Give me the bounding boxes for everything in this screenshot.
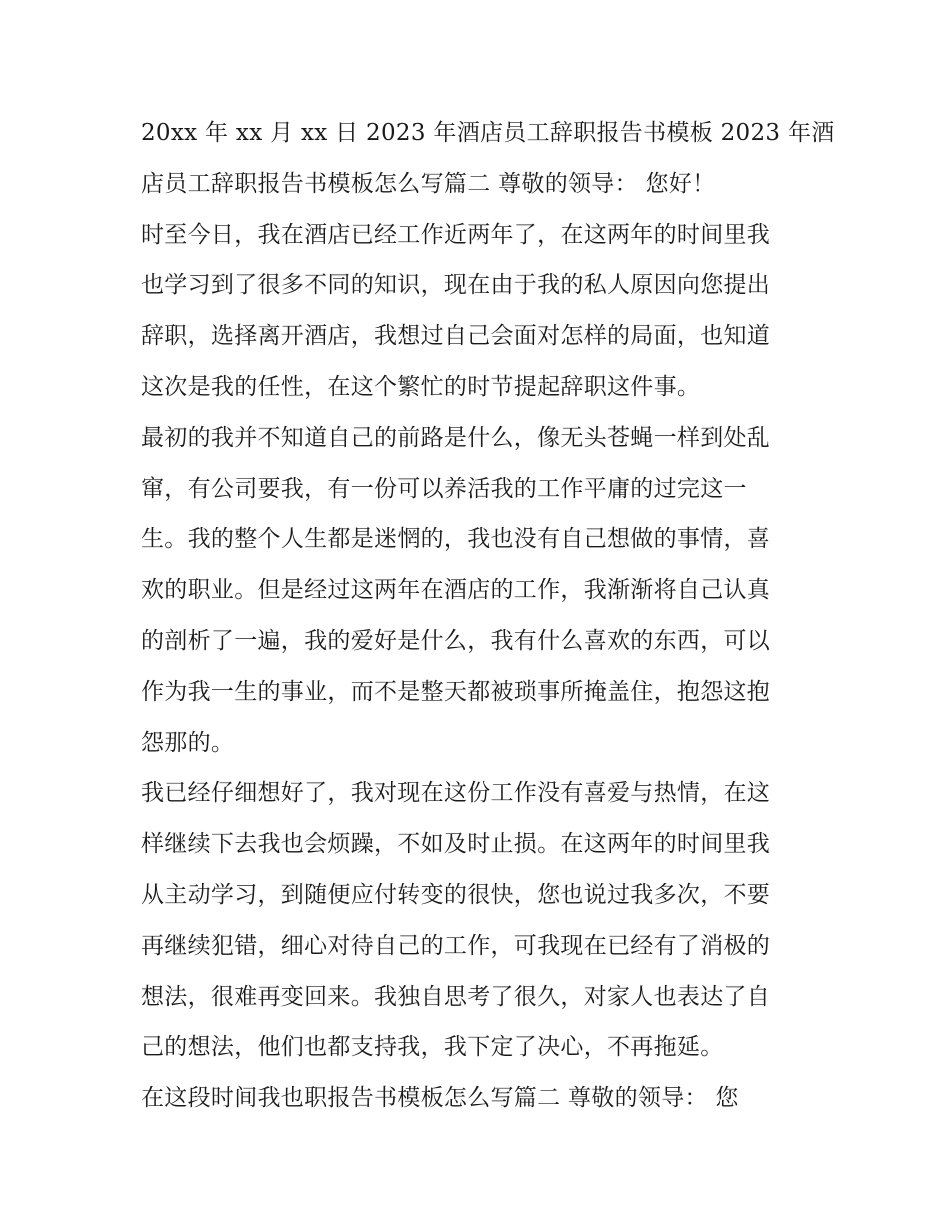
text-line: 作为我一生的事业，而不是整天都被琐事所掩盖住，抱怨这抱 [141, 678, 771, 705]
text-line: 这次是我的任性，在这个繁忙的时节提起辞职这件事。 [141, 373, 701, 400]
text-line: 也学习到了很多不同的知识，现在由于我的私人原因向您提出 [141, 272, 771, 299]
text-line: 店员工辞职报告书模板怎么写篇二 尊敬的领导： 您好！ [141, 170, 716, 197]
text-line: 生。我的整个人生都是迷惘的，我也没有自己想做的事情，喜 [141, 526, 771, 553]
text-line: 最初的我并不知道自己的前路是什么，像无头苍蝇一样到处乱 [141, 424, 771, 451]
text-line: 20xx 年 xx 月 xx 日 2023 年酒店员工辞职报告书模板 2023 年酒 [141, 120, 835, 146]
text-line: 再继续犯错，细心对待自己的工作，可我现在已经有了消极的 [141, 932, 771, 959]
text-line: 想法，很难再变回来。我独自思考了很久，对家人也表达了自 [141, 983, 771, 1010]
text-line: 的剖析了一遍，我的爱好是什么，我有什么喜欢的东西，可以 [141, 627, 771, 654]
text-line: 时至今日，我在酒店已经工作近两年了，在这两年的时间里我 [141, 221, 771, 248]
text-line: 辞职，选择离开酒店，我想过自己会面对怎样的局面，也知道 [141, 323, 771, 350]
text-line: 我已经仔细想好了，我对现在这份工作没有喜爱与热情，在这 [141, 780, 771, 807]
document-body [141, 108, 835, 1124]
text-line: 从主动学习，到随便应付转变的很快，您也说过我多次，不要 [141, 881, 771, 908]
text-line: 怨那的。 [141, 729, 235, 756]
text-line: 窜，有公司要我，有一份可以养活我的工作平庸的过完这一 [141, 475, 747, 502]
text-line: 己的想法，他们也都支持我，我下定了决心，不再拖延。 [141, 1034, 724, 1061]
text-line: 在这段时间我也职报告书模板怎么写篇二 尊敬的领导： 您 [141, 1085, 739, 1112]
text-line: 样继续下去我也会烦躁，不如及时止损。在这两年的时间里我 [141, 831, 771, 858]
text-line: 欢的职业。但是经过这两年在酒店的工作，我渐渐将自己认真 [141, 577, 771, 604]
